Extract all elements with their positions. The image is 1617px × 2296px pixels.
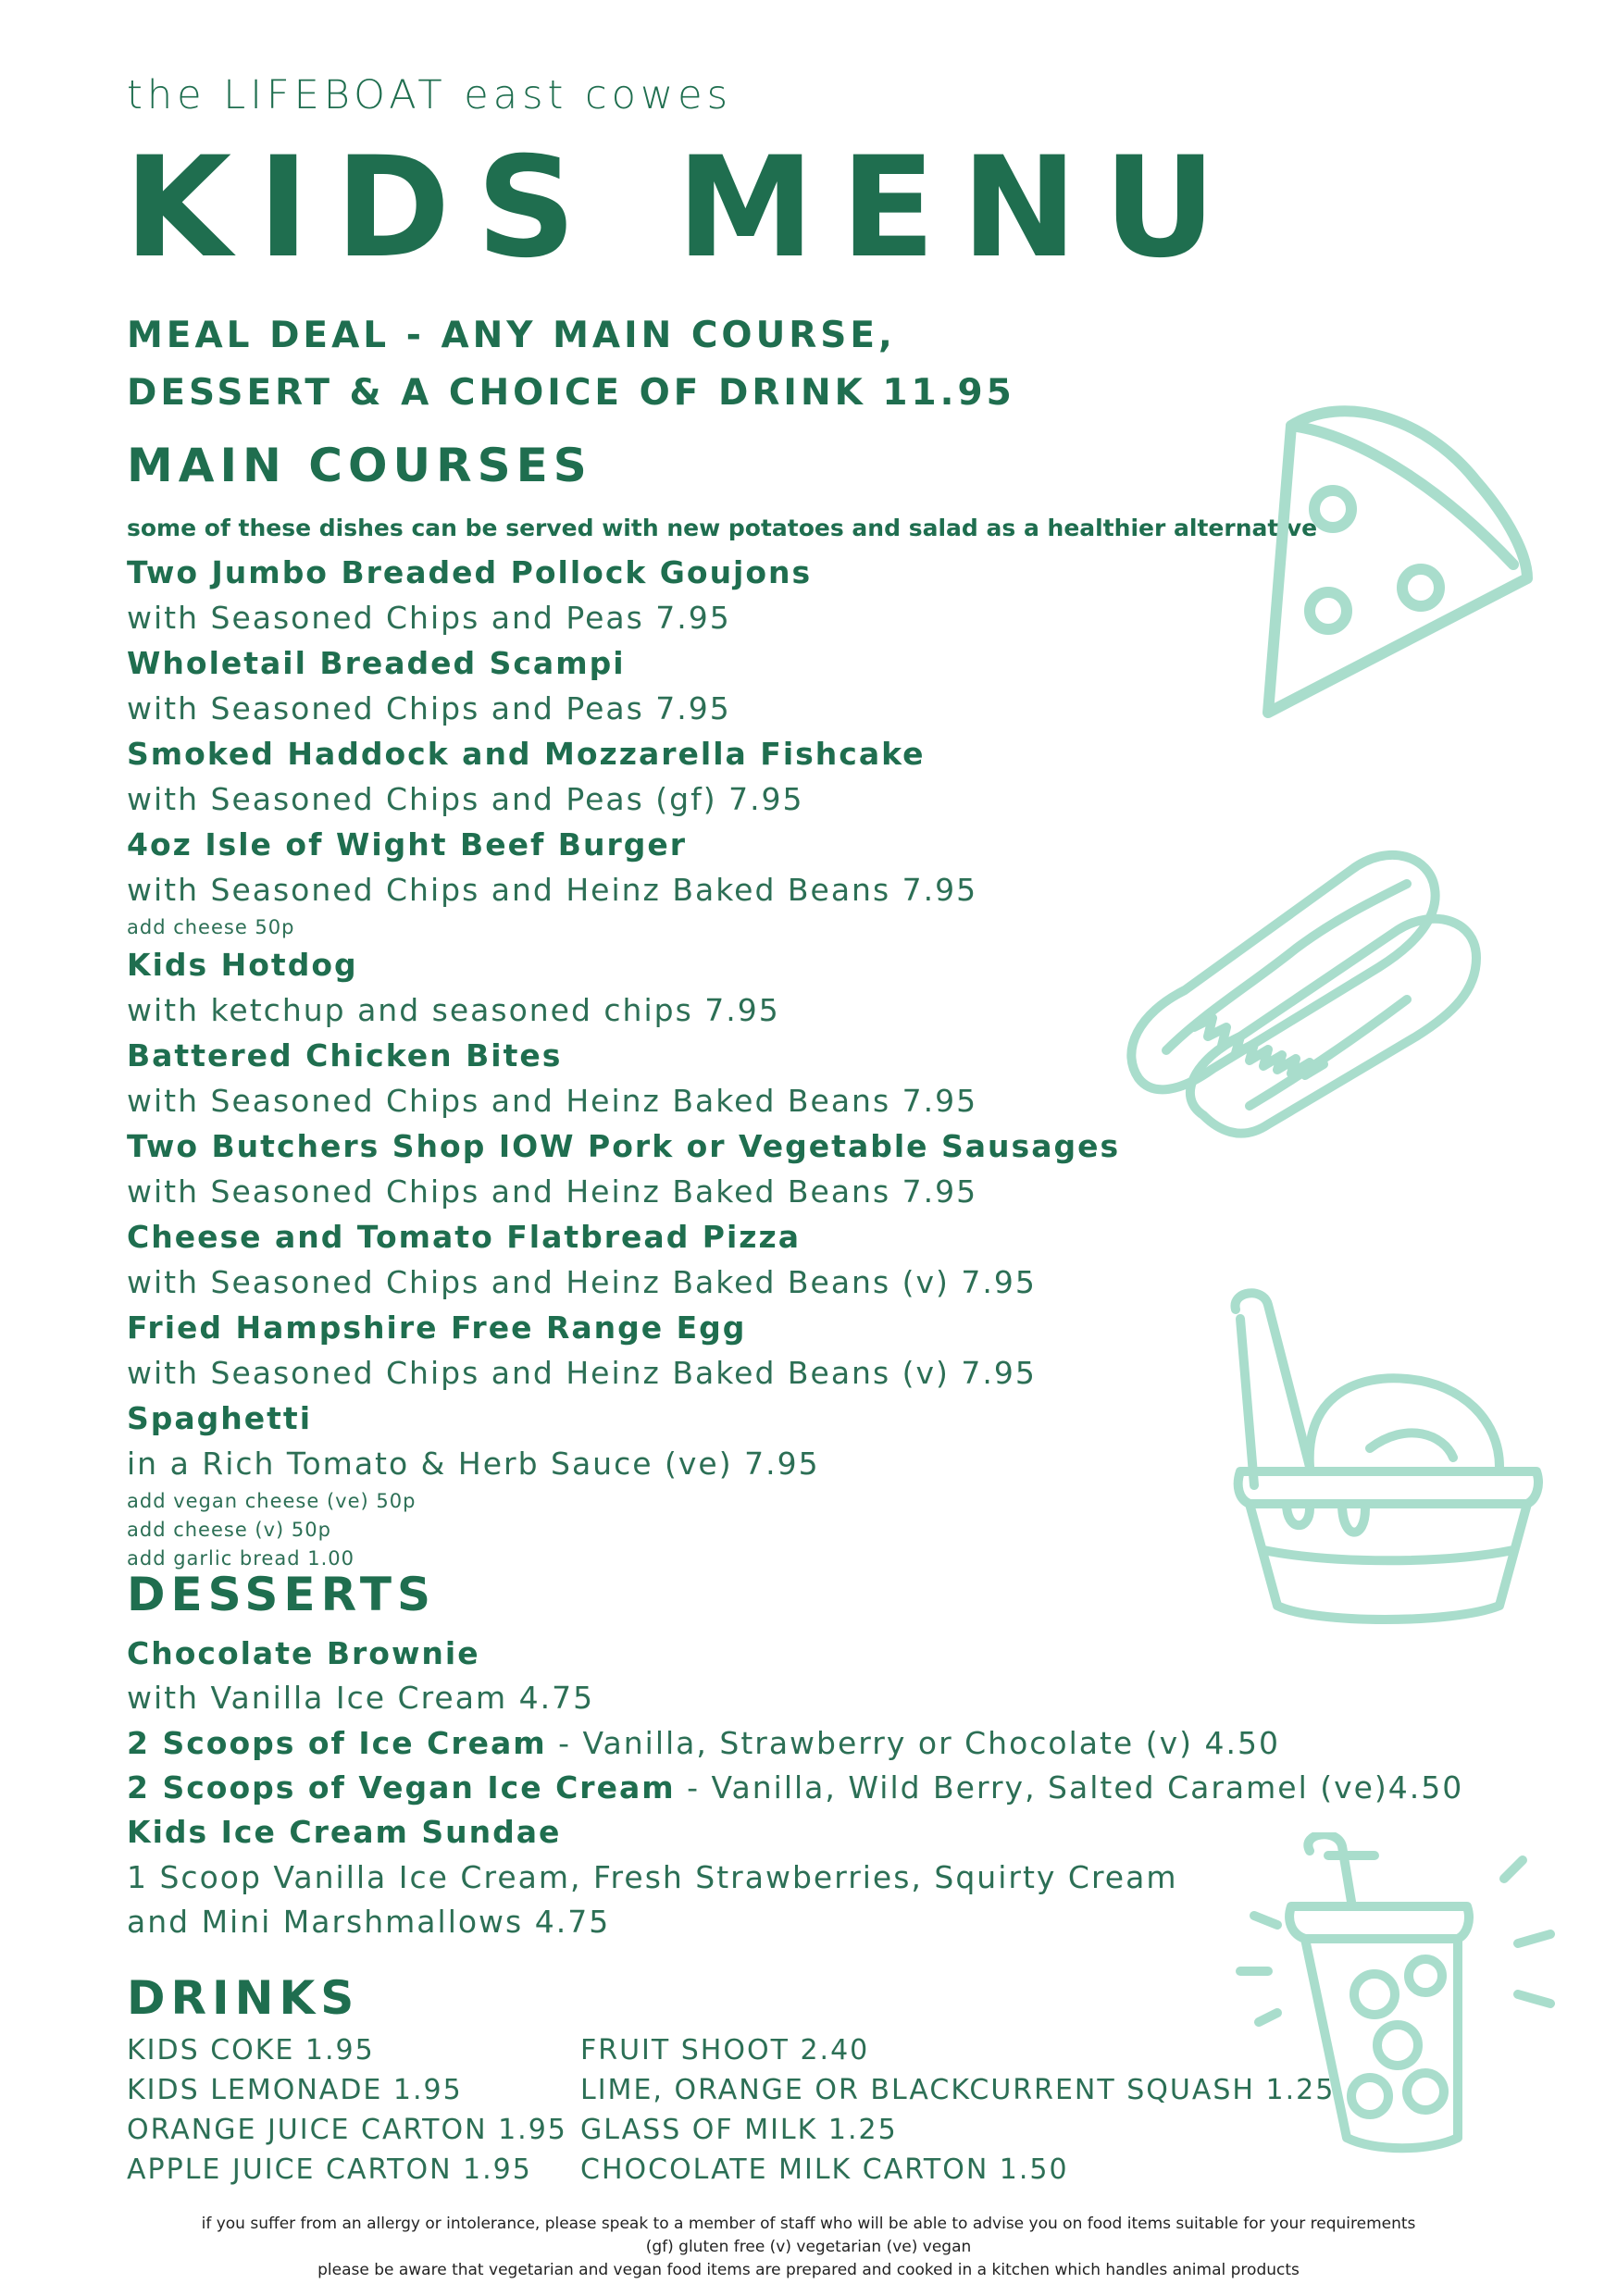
menu-item-name: Two Jumbo Breaded Pollock Goujons	[127, 554, 813, 590]
venue-name: the LIFEBOAT east cowes	[127, 72, 732, 118]
menu-item-extra: add cheese 50p	[127, 916, 295, 938]
diet-key: (gf) gluten free (v) vegetarian (ve) vegan	[645, 2238, 972, 2256]
desserts-heading: DESSERTS	[127, 1568, 436, 1621]
dessert-item-desc: with Vanilla Ice Cream 4.75	[127, 1680, 595, 1716]
menu-item-desc: with Seasoned Chips and Heinz Baked Beans (v) 7.95	[127, 1355, 1037, 1391]
meal-deal-line-1: MEAL DEAL - ANY MAIN COURSE,	[127, 315, 896, 356]
drink-item: KIDS LEMONADE 1.95	[127, 2074, 463, 2106]
dessert-item-name: 2 Scoops of Ice Cream	[127, 1725, 547, 1761]
menu-item-desc: with Seasoned Chips and Peas 7.95	[127, 690, 731, 726]
menu-item-desc: with Seasoned Chips and Heinz Baked Beans 7.95	[127, 872, 978, 908]
allergy-notice: if you suffer from an allergy or intolerance, please speak to a member of staff who will be able to advise you on food items suitable for your requirements	[201, 2215, 1416, 2233]
kitchen-notice: please be aware that vegetarian and vegan food items are prepared and cooked in a kitchen which handles animal products	[317, 2261, 1300, 2279]
drink-item: KIDS COKE 1.95	[127, 2034, 375, 2066]
menu-item-name: Smoked Haddock and Mozzarella Fishcake	[127, 736, 926, 772]
menu-item-desc: with ketchup and seasoned chips 7.95	[127, 992, 780, 1028]
dessert-item-desc: - Vanilla, Wild Berry, Salted Caramel (ve)4.50	[675, 1769, 1464, 1806]
drinks-heading: DRINKS	[127, 1971, 360, 2025]
drink-item: FRUIT SHOOT 2.40	[580, 2034, 870, 2066]
page-title: KIDS MENU	[124, 128, 1242, 289]
menu-item-name: 4oz Isle of Wight Beef Burger	[127, 826, 687, 863]
menu-item-desc: with Seasoned Chips and Heinz Baked Beans 7.95	[127, 1173, 978, 1210]
menu-item-name: Wholetail Breaded Scampi	[127, 645, 626, 681]
pizza-slice-icon	[1231, 379, 1546, 731]
dessert-item-desc: - Vanilla, Strawberry or Chocolate (v) 4.50	[546, 1725, 1280, 1761]
menu-item-extra: add garlic bread 1.00	[127, 1547, 354, 1570]
menu-item-name: Cheese and Tomato Flatbread Pizza	[127, 1219, 801, 1255]
drink-item: APPLE JUICE CARTON 1.95	[127, 2153, 532, 2186]
menu-item-name: Battered Chicken Bites	[127, 1037, 563, 1074]
menu-item-desc: with Seasoned Chips and Peas (gf) 7.95	[127, 781, 804, 817]
main-courses-heading: MAIN COURSES	[127, 439, 592, 492]
dessert-item-row	[127, 1769, 1463, 1806]
menu-item-name: Kids Hotdog	[127, 947, 358, 983]
hotdog-icon	[1111, 828, 1481, 1161]
dessert-item-row	[127, 1725, 1280, 1761]
dessert-item-name: Chocolate Brownie	[127, 1635, 480, 1671]
ice-cream-cup-icon	[1222, 1282, 1555, 1643]
dessert-item-desc: 1 Scoop Vanilla Ice Cream, Fresh Strawberries, Squirty Cream	[127, 1859, 1178, 1895]
menu-item-extra: add vegan cheese (ve) 50p	[127, 1490, 417, 1512]
drink-item: CHOCOLATE MILK CARTON 1.50	[580, 2153, 1069, 2186]
menu-item-desc: with Seasoned Chips and Heinz Baked Beans (v) 7.95	[127, 1264, 1037, 1300]
menu-item-desc: in a Rich Tomato & Herb Sauce (ve) 7.95	[127, 1446, 820, 1482]
dessert-item-name: Kids Ice Cream Sundae	[127, 1814, 562, 1850]
menu-item-desc: with Seasoned Chips and Peas 7.95	[127, 600, 731, 636]
dessert-item-name: 2 Scoops of Vegan Ice Cream	[127, 1769, 676, 1806]
healthier-note: some of these dishes can be served with new potatoes and salad as a healthier alternative	[127, 515, 1318, 541]
dessert-item-desc: and Mini Marshmallows 4.75	[127, 1904, 611, 1940]
menu-item-extra: add cheese (v) 50p	[127, 1519, 331, 1541]
menu-item-name: Spaghetti	[127, 1400, 313, 1436]
menu-item-name: Two Butchers Shop IOW Pork or Vegetable Sausages	[127, 1128, 1121, 1164]
drink-item: ORANGE JUICE CARTON 1.95	[127, 2114, 567, 2146]
drink-item: LIME, ORANGE OR BLACKCURRENT SQUASH 1.25	[580, 2074, 1336, 2106]
drink-cup-icon	[1236, 1832, 1569, 2175]
drink-item: GLASS OF MILK 1.25	[580, 2114, 898, 2146]
meal-deal-line-2: DESSERT & A CHOICE OF DRINK 11.95	[127, 372, 1015, 414]
menu-item-desc: with Seasoned Chips and Heinz Baked Beans 7.95	[127, 1083, 978, 1119]
menu-item-name: Fried Hampshire Free Range Egg	[127, 1309, 747, 1346]
